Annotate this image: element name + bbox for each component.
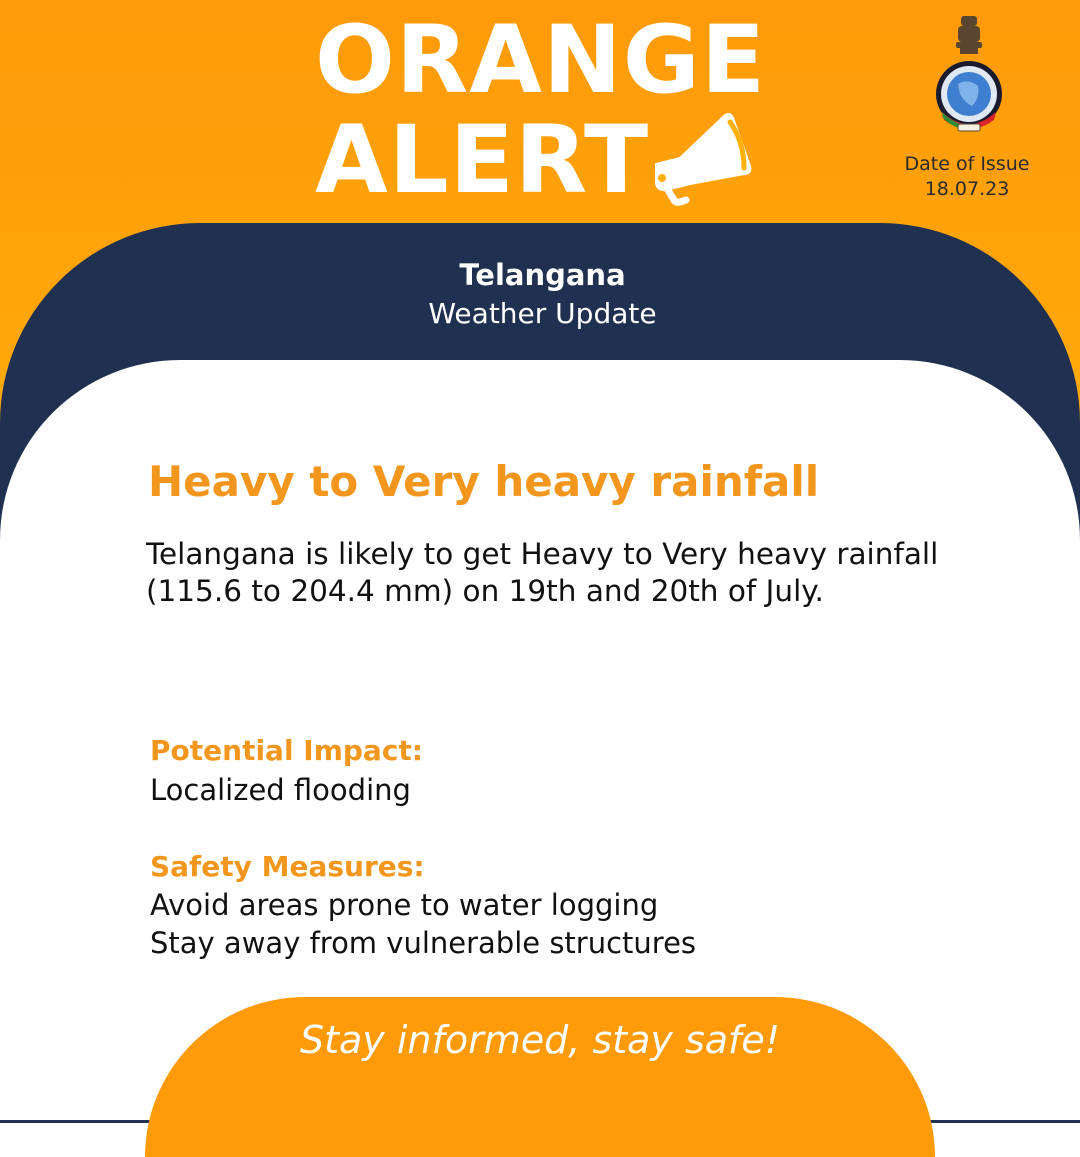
alert-title-line1: ORANGE	[315, 6, 767, 115]
impact-label: Potential Impact:	[150, 734, 423, 767]
safety-item: Avoid areas prone to water logging	[150, 888, 659, 922]
forecast-headline: Heavy to Very heavy rainfall	[148, 457, 820, 506]
safety-item: Stay away from vulnerable structures	[150, 926, 697, 960]
footer-slogan: Stay informed, stay safe!	[299, 1018, 781, 1062]
impact-text: Localized flooding	[150, 773, 411, 807]
date-of-issue	[896, 152, 1038, 202]
banner-subtitle: Weather Update	[428, 297, 657, 330]
megaphone-icon	[646, 102, 758, 206]
imd-emblem-icon	[934, 14, 1004, 134]
region-name: Telangana	[459, 258, 626, 292]
date-value: 18.07.23	[924, 178, 1010, 200]
forecast-body: Telangana is likely to get Heavy to Very heavy rainfall (115.6 to 204.4 mm) on 19th and 20th of July.	[146, 537, 939, 608]
date-label: Date of Issue	[904, 153, 1030, 175]
safety-label: Safety Measures:	[150, 850, 425, 883]
alert-title-line2: ALERT	[315, 106, 650, 215]
